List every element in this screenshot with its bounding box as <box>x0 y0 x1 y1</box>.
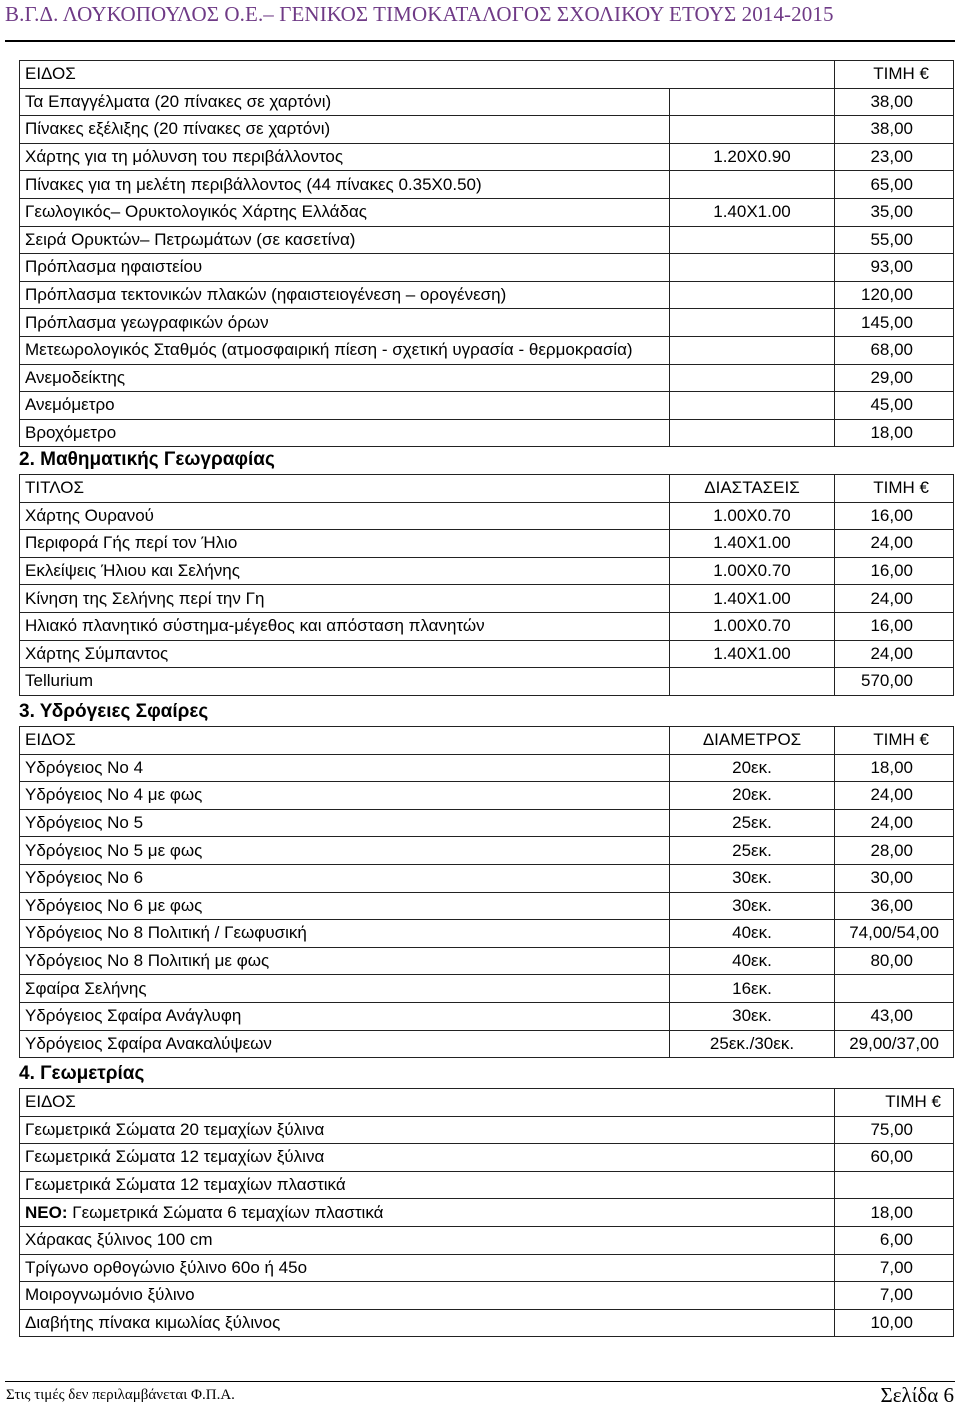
col-diameter-header: ΔΙΑΜΕΤΡΟΣ <box>670 727 835 755</box>
footer-page-number: Σελίδα 6 <box>880 1383 954 1407</box>
item-name: Πρόπλασμα τεκτονικών πλακών (ηφαιστειογένεση – ορογένεση) <box>20 281 670 309</box>
new-badge: ΝΕΟ: <box>25 1202 68 1222</box>
table-row <box>20 364 954 392</box>
item-price: 24,00 <box>835 809 954 837</box>
section-4 <box>19 1060 953 1337</box>
table-row <box>20 1144 954 1172</box>
item-price: 24,00 <box>835 530 954 558</box>
item-name: Ανεμοδείκτης <box>20 364 670 392</box>
page-header <box>5 0 955 42</box>
item-price: 43,00 <box>835 1002 954 1030</box>
section-4-title: 4. Γεωμετρίας <box>19 1063 145 1084</box>
table-row <box>20 1030 954 1058</box>
item-dimensions <box>670 88 835 116</box>
item-price <box>835 1171 954 1199</box>
item-dimensions <box>670 171 835 199</box>
item-name: Γεωμετρικά Σώματα 12 τεμαχίων ξύλινα <box>25 1147 325 1167</box>
col-price-header: ΤΙΜΗ € <box>835 475 954 503</box>
item-diameter: 25εκ. <box>670 809 835 837</box>
item-diameter: 20εκ. <box>670 754 835 782</box>
item-name-cell <box>20 1171 835 1199</box>
item-diameter: 40εκ. <box>670 920 835 948</box>
table-header-row <box>20 475 954 503</box>
item-name: Tellurium <box>20 668 670 696</box>
item-name-cell <box>20 1144 835 1172</box>
item-dimensions <box>670 419 835 447</box>
item-diameter: 20εκ. <box>670 782 835 810</box>
item-name: Υδρόγειος Νο 8 Πολιτική / Γεωφυσική <box>20 920 670 948</box>
item-name: Υδρόγειος Σφαίρα Ανακαλύψεων <box>20 1030 670 1058</box>
table-row <box>20 530 954 558</box>
item-name: Γεωμετρικά Σώματα 12 τεμαχίων πλαστικά <box>25 1175 346 1195</box>
item-dimensions <box>670 226 835 254</box>
item-diameter: 30εκ. <box>670 892 835 920</box>
item-price: 18,00 <box>835 1199 954 1227</box>
table-row <box>20 1116 954 1144</box>
item-name-cell <box>20 1199 835 1227</box>
col-price-header: ΤΙΜΗ € <box>835 727 954 755</box>
item-name-cell <box>20 1254 835 1282</box>
table-row <box>20 754 954 782</box>
table-row <box>20 1282 954 1310</box>
item-price: 145,00 <box>835 309 954 337</box>
table-row <box>20 809 954 837</box>
section-2-table <box>19 474 954 696</box>
item-price: 16,00 <box>835 502 954 530</box>
table-row <box>20 975 954 1003</box>
table-row <box>20 782 954 810</box>
item-dimensions <box>670 254 835 282</box>
item-diameter: 30εκ. <box>670 1002 835 1030</box>
item-price: 35,00 <box>835 198 954 226</box>
item-name: Χάρτης για τη μόλυνση του περιβάλλοντος <box>20 143 670 171</box>
item-name: Υδρόγειος Νο 6 με φως <box>20 892 670 920</box>
item-name: Υδρόγειος Νο 8 Πολιτική με φως <box>20 947 670 975</box>
table-row <box>20 171 954 199</box>
item-name: Τρίγωνο ορθογώνιο ξύλινο 60ο ή 45ο <box>25 1257 308 1277</box>
item-name: Υδρόγειος Νο 5 <box>20 809 670 837</box>
item-price: 38,00 <box>835 116 954 144</box>
item-dimensions: 1.20Χ0.90 <box>670 143 835 171</box>
table-row <box>20 336 954 364</box>
table-row <box>20 309 954 337</box>
item-name: Υδρόγειος Σφαίρα Ανάγλυφη <box>20 1002 670 1030</box>
table-row <box>20 419 954 447</box>
item-name: Υδρόγειος Νο 4 <box>20 754 670 782</box>
table-row <box>20 864 954 892</box>
item-price: 93,00 <box>835 254 954 282</box>
item-dimensions: 1.00Χ0.70 <box>670 557 835 585</box>
table-row <box>20 254 954 282</box>
section-1 <box>19 60 953 447</box>
item-dimensions <box>670 281 835 309</box>
item-name: Μοιρογνωμόνιο ξύλινο <box>25 1285 195 1305</box>
footer-divider <box>5 1381 955 1382</box>
item-dimensions: 1.40Χ1.00 <box>670 530 835 558</box>
table-row <box>20 143 954 171</box>
section-4-table <box>19 1088 954 1337</box>
table-row <box>20 88 954 116</box>
item-price: 75,00 <box>835 1116 954 1144</box>
item-price: 24,00 <box>835 782 954 810</box>
table-row <box>20 892 954 920</box>
item-dimensions: 1.40Χ1.00 <box>670 640 835 668</box>
section-3 <box>19 698 953 1058</box>
item-price: 18,00 <box>835 419 954 447</box>
item-price: 120,00 <box>835 281 954 309</box>
item-name: Χάρτης Ουρανού <box>20 502 670 530</box>
item-name: Υδρόγειος Νο 4 με φως <box>20 782 670 810</box>
item-name-cell <box>20 1226 835 1254</box>
table-row <box>20 1002 954 1030</box>
item-name: Χάρτης Σύμπαντος <box>20 640 670 668</box>
item-name: Πρόπλασμα γεωγραφικών όρων <box>20 309 670 337</box>
item-price: 18,00 <box>835 754 954 782</box>
item-name: Ανεμόμετρο <box>20 392 670 420</box>
col-price-header: ΤΙΜΗ € <box>835 1089 954 1117</box>
item-name: Μετεωρολογικός Σταθμός (ατμοσφαιρική πίεση - σχετική υγρασία - θερμοκρασία) <box>20 336 670 364</box>
item-dimensions: 1.40Χ1.00 <box>670 198 835 226</box>
table-row <box>20 1309 954 1337</box>
item-dimensions: 1.40Χ1.00 <box>670 585 835 613</box>
item-price: 7,00 <box>835 1254 954 1282</box>
item-price: 80,00 <box>835 947 954 975</box>
table-header-row <box>20 727 954 755</box>
table-row <box>20 392 954 420</box>
item-name: Κίνηση της Σελήνης περί την Γη <box>20 585 670 613</box>
item-name-cell <box>20 1282 835 1310</box>
item-name: Πίνακες για τη μελέτη περιβάλλοντος (44 πίνακες 0.35Χ0.50) <box>20 171 670 199</box>
table-row <box>20 585 954 613</box>
item-price: 29,00 <box>835 364 954 392</box>
table-row <box>20 1226 954 1254</box>
table-row <box>20 668 954 696</box>
table-row <box>20 947 954 975</box>
item-name: Τα Επαγγέλματα (20 πίνακες σε χαρτόνι) <box>20 88 670 116</box>
table-row <box>20 837 954 865</box>
table-row <box>20 116 954 144</box>
col-price-header: ΤΙΜΗ € <box>835 61 954 89</box>
table-row <box>20 1171 954 1199</box>
table-row <box>20 640 954 668</box>
item-name-cell <box>20 1309 835 1337</box>
item-price: 7,00 <box>835 1282 954 1310</box>
item-price: 28,00 <box>835 837 954 865</box>
item-dimensions <box>670 336 835 364</box>
item-diameter: 25εκ. <box>670 837 835 865</box>
item-price <box>835 975 954 1003</box>
item-name: Εκλείψεις Ήλιου και Σελήνης <box>20 557 670 585</box>
table-row <box>20 1254 954 1282</box>
col-title-header: ΤΙΤΛΟΣ <box>20 475 670 503</box>
item-name: Γεωμετρικά Σώματα 6 τεμαχίων πλαστικά <box>67 1202 384 1222</box>
table-header-row <box>20 1089 954 1117</box>
item-price: 24,00 <box>835 585 954 613</box>
item-diameter: 40εκ. <box>670 947 835 975</box>
item-diameter: 25εκ./30εκ. <box>670 1030 835 1058</box>
section-3-table <box>19 726 954 1058</box>
item-dimensions <box>670 668 835 696</box>
item-name: Περιφορά Γής περί τον Ήλιο <box>20 530 670 558</box>
col-item-header: ΕΙΔΟΣ <box>20 61 835 89</box>
item-price: 10,00 <box>835 1309 954 1337</box>
item-price: 570,00 <box>835 668 954 696</box>
col-dim-header: ΔΙΑΣΤΑΣΕΙΣ <box>670 475 835 503</box>
item-name: Ηλιακό πλανητικό σύστημα-μέγεθος και απόσταση πλανητών <box>20 612 670 640</box>
item-name-cell <box>20 1116 835 1144</box>
item-name: Χάρακας ξύλινος 100 cm <box>25 1230 213 1250</box>
table-row <box>20 920 954 948</box>
table-row <box>20 557 954 585</box>
item-name: Βροχόμετρο <box>20 419 670 447</box>
item-dimensions <box>670 116 835 144</box>
item-name: Σειρά Ορυκτών– Πετρωμάτων (σε κασετίνα) <box>20 226 670 254</box>
item-dimensions <box>670 392 835 420</box>
item-price: 38,00 <box>835 88 954 116</box>
item-price: 16,00 <box>835 557 954 585</box>
table-row <box>20 281 954 309</box>
item-price: 6,00 <box>835 1226 954 1254</box>
table-row <box>20 1199 954 1227</box>
table-header-row <box>20 61 954 89</box>
item-name: Γεωμετρικά Σώματα 20 τεμαχίων ξύλινα <box>25 1119 325 1139</box>
item-price: 36,00 <box>835 892 954 920</box>
item-dimensions <box>670 309 835 337</box>
item-name: Πίνακες εξέλιξης (20 πίνακες σε χαρτόνι) <box>20 116 670 144</box>
item-price: 68,00 <box>835 336 954 364</box>
table-row <box>20 612 954 640</box>
table-row <box>20 502 954 530</box>
item-dimensions <box>670 364 835 392</box>
item-price: 24,00 <box>835 640 954 668</box>
item-name: Σφαίρα Σελήνης <box>20 975 670 1003</box>
item-dimensions: 1.00Χ0.70 <box>670 502 835 530</box>
item-price: 29,00/37,00 <box>835 1030 954 1058</box>
item-name: Πρόπλασμα ηφαιστείου <box>20 254 670 282</box>
footer-vat-note: Στις τιμές δεν περιλαμβάνεται Φ.Π.Α. <box>6 1387 235 1403</box>
item-price: 23,00 <box>835 143 954 171</box>
item-name: Διαβήτης πίνακα κιμωλίας ξύλινος <box>25 1313 281 1333</box>
item-price: 16,00 <box>835 612 954 640</box>
section-2-title: 2. Μαθηματικής Γεωγραφίας <box>19 449 275 470</box>
item-dimensions: 1.00Χ0.70 <box>670 612 835 640</box>
item-name: Υδρόγειος Νο 6 <box>20 864 670 892</box>
section-2 <box>19 446 953 696</box>
item-price: 74,00/54,00 <box>835 920 954 948</box>
item-price: 30,00 <box>835 864 954 892</box>
col-item-header: ΕΙΔΟΣ <box>20 727 670 755</box>
item-price: 45,00 <box>835 392 954 420</box>
item-diameter: 30εκ. <box>670 864 835 892</box>
section-3-title: 3. Υδρόγειες Σφαίρες <box>19 701 209 722</box>
item-price: 65,00 <box>835 171 954 199</box>
header-title: Β.Γ.Δ. ΛΟΥΚΟΠΟΥΛΟΣ Ο.Ε.– ΓΕΝΙΚΟΣ ΤΙΜΟΚΑΤΑΛΟΓΟΣ ΣΧΟΛΙΚΟΥ ΕΤΟΥΣ 2014-2015 <box>5 2 834 26</box>
item-price: 55,00 <box>835 226 954 254</box>
section-1-table <box>19 60 954 447</box>
item-name: Γεωλογικός– Ορυκτολογικός Χάρτης Ελλάδας <box>20 198 670 226</box>
item-price: 60,00 <box>835 1144 954 1172</box>
item-diameter: 16εκ. <box>670 975 835 1003</box>
table-row <box>20 226 954 254</box>
col-item-header: ΕΙΔΟΣ <box>20 1089 835 1117</box>
item-name: Υδρόγειος Νο 5 με φως <box>20 837 670 865</box>
table-row <box>20 198 954 226</box>
